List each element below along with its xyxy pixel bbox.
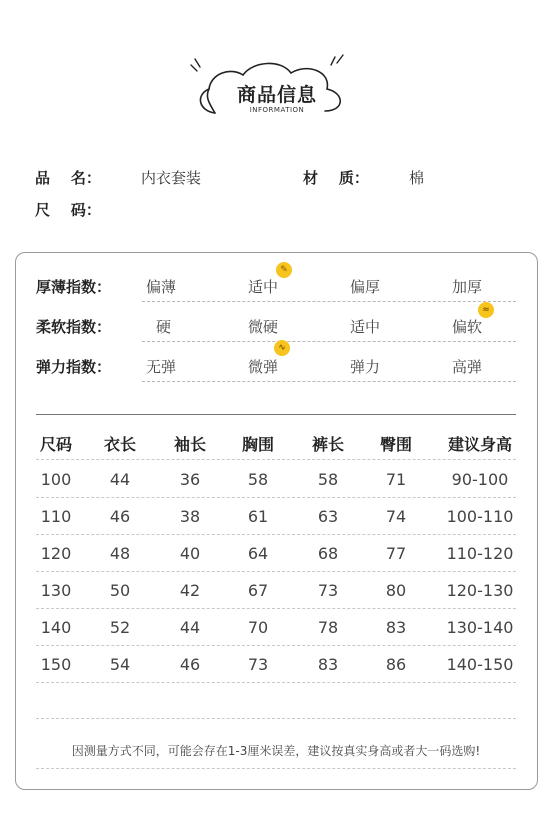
info-title: 商品信息 [236,84,317,106]
selected-marker-icon: ✎ [276,262,292,278]
table-cell: 78 [317,618,339,637]
product-info-row-1 [35,167,455,189]
table-header-cell: 尺码 [39,435,73,454]
table-header-cell: 臀围 [379,435,413,454]
table-cell: 74 [385,507,407,526]
table-cell: 46 [179,655,201,674]
table-row [36,647,516,683]
table-top-border [36,414,516,415]
thickness-index-row [36,265,516,302]
softness-index-label: 柔软指数： [36,318,112,336]
softness-option: 硬 [156,318,172,336]
product-name-label: 品 名： [35,169,101,187]
table-cell: 58 [317,470,339,489]
measurement-note: 因测量方式不同，可能会存在1-3厘米误差，建议按真实身高或者大一码选购! [71,744,481,758]
table-header-cell: 衣长 [103,435,137,454]
table-cell: 68 [317,544,339,563]
table-cell: 61 [247,507,269,526]
elasticity-index-label: 弹力指数： [36,358,112,376]
table-cell: 130 [40,581,72,600]
material-label: 材 质： [303,169,369,187]
material-value: 棉 [409,169,425,187]
table-row [36,462,516,498]
softness-option-selected: 偏软 [452,318,483,336]
elasticity-option: 无弹 [146,358,177,376]
selected-marker-icon: ≈ [478,302,494,318]
table-row [36,573,516,609]
table-cell: 100 [40,470,72,489]
thickness-option: 偏厚 [350,278,381,296]
table-cell: 90-100 [451,470,509,489]
table-cell: 48 [109,544,131,563]
table-cell: 63 [317,507,339,526]
table-cell: 44 [179,618,201,637]
table-cell: 120 [40,544,72,563]
table-cell: 58 [247,470,269,489]
table-cell: 77 [385,544,407,563]
selected-marker-icon: ∿ [274,340,290,356]
table-cell: 71 [385,470,407,489]
divider [36,768,516,769]
table-cell: 46 [109,507,131,526]
table-row [36,610,516,646]
table-cell: 42 [179,581,201,600]
product-name-value: 内衣套装 [141,169,202,187]
divider [36,718,516,719]
table-cell: 110-120 [446,544,514,563]
table-cell: 110 [40,507,72,526]
thickness-option: 加厚 [452,278,483,296]
table-cell: 54 [109,655,131,674]
divider [142,301,516,302]
thickness-option: 偏薄 [146,278,177,296]
table-cell: 73 [247,655,269,674]
elasticity-option: 弹力 [350,358,381,376]
table-cell: 44 [109,470,131,489]
table-cell: 70 [247,618,269,637]
product-info-row-2 [35,199,235,221]
table-cell: 36 [179,470,201,489]
thickness-option-selected: 适中 [248,278,279,296]
table-cell: 150 [40,655,72,674]
table-row [36,499,516,535]
table-header-cell: 袖长 [173,435,207,454]
table-cell: 38 [179,507,201,526]
table-header-cell: 胸围 [241,435,275,454]
table-cell: 130-140 [446,618,514,637]
info-header [0,0,553,140]
table-cell: 40 [179,544,201,563]
softness-option: 适中 [350,318,381,336]
elasticity-option: 高弹 [452,358,483,376]
table-cell: 67 [247,581,269,600]
thickness-index-label: 厚薄指数： [36,278,112,296]
table-cell: 140-150 [446,655,514,674]
table-cell: 86 [385,655,407,674]
table-header-cell: 建议身高 [447,435,513,454]
table-cell: 120-130 [446,581,514,600]
table-cell: 73 [317,581,339,600]
divider [142,381,516,382]
table-cell: 140 [40,618,72,637]
table-header-cell: 裤长 [311,435,345,454]
table-header-row [36,424,516,460]
elasticity-index-row [36,343,516,382]
elasticity-option-selected: 微弹 [248,358,279,376]
table-cell: 83 [385,618,407,637]
size-label: 尺 码： [35,201,101,219]
table-cell: 64 [247,544,269,563]
table-cell: 83 [317,655,339,674]
divider [142,341,516,342]
table-cell: 50 [109,581,131,600]
softness-index-row [36,305,516,342]
softness-option: 微硬 [248,318,279,336]
table-cell: 80 [385,581,407,600]
table-row [36,536,516,572]
info-subtitle: INFORMATION [249,106,305,114]
table-cell: 52 [109,618,131,637]
table-cell: 100-110 [446,507,514,526]
